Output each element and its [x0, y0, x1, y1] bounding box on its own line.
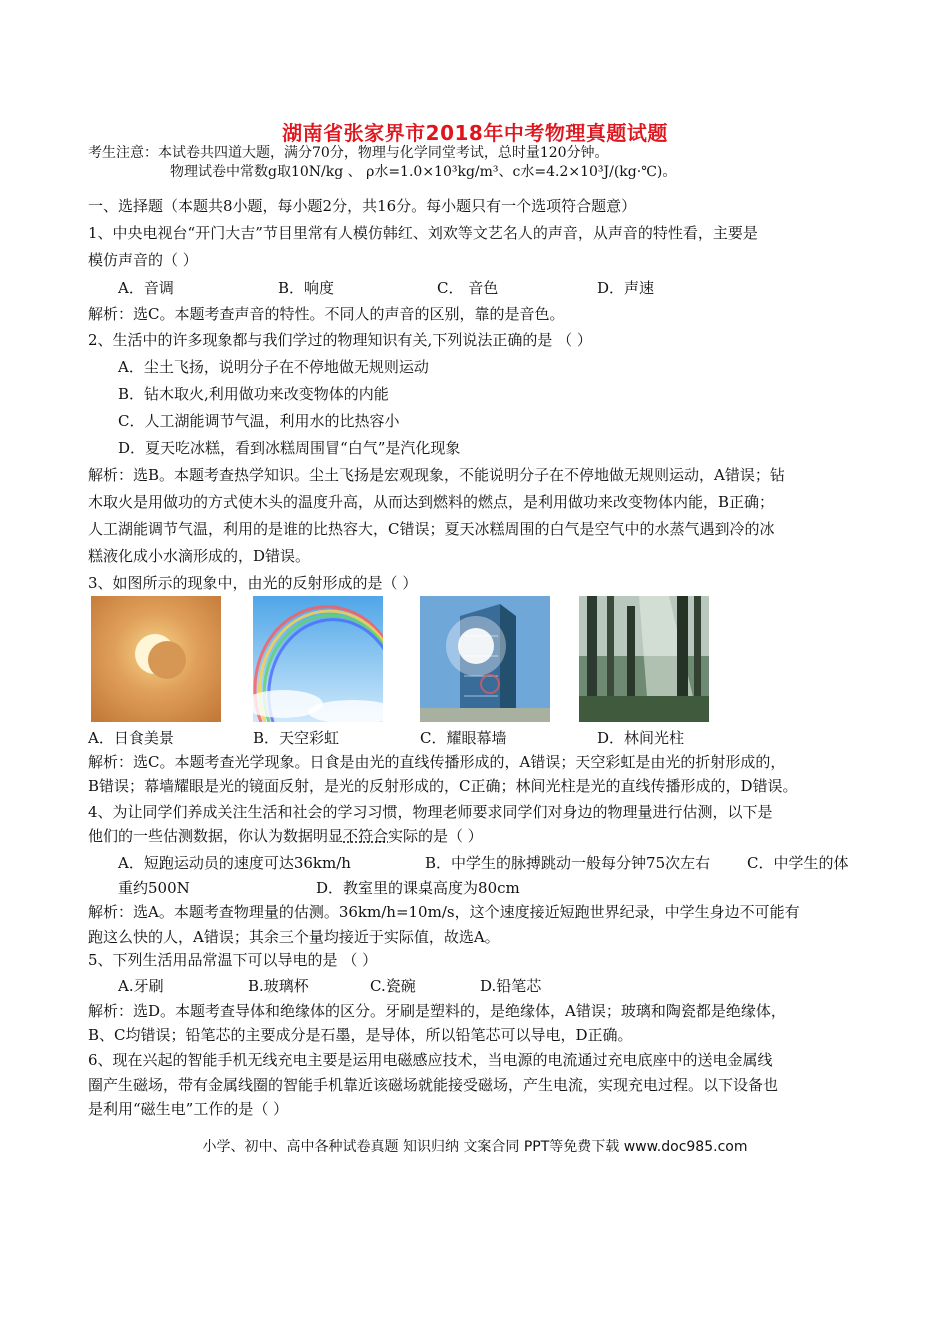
q2-option-d: D．夏天吃冰糕，看到冰糕周围冒“白气”是汽化现象 [118, 439, 461, 457]
page-title: 湖南省张家界市2018年中考物理真题试题 [282, 121, 668, 145]
q3-caption-d: D．林间光柱 [597, 729, 685, 747]
q5-option-b: B.玻璃杯 [248, 977, 309, 995]
q1-stem-line-1: 1、中央电视台“开门大吉”节目里常有人模仿韩红、刘欢等文艺名人的声音，从声音的特性看，主要是 [88, 224, 758, 242]
q4-option-d: D．教室里的课桌高度为80cm [316, 879, 520, 897]
q2-option-a: A．尘土飞扬，说明分子在不停地做无规则运动 [118, 358, 429, 376]
q1-option-b: B．响度 [278, 279, 335, 297]
q4-stem-post: 实际的是（ ） [388, 827, 483, 845]
q4-option-c-part-1: C．中学生的体 [747, 854, 849, 872]
q6-stem-line-3: 是利用“磁生电”工作的是（ ） [88, 1100, 289, 1118]
q5-analysis-line-2: B、C均错误；铅笔芯的主要成分是石墨，是导体，所以铅笔芯可以导电，D正确。 [88, 1026, 633, 1044]
q4-option-b: B．中学生的脉搏跳动一般每分钟75次左右 [425, 854, 711, 872]
q3-stem: 3、如图所示的现象中，由光的反射形成的是（ ） [88, 574, 418, 592]
q4-stem-pre: 他们的一些估测数据，你认为数据明显 [88, 827, 344, 845]
q3-caption-a: A．日食美景 [88, 729, 174, 747]
notice-line-1: 考生注意：本试卷共四道大题，满分70分，物理与化学同堂考试，总时量120分钟。 [88, 145, 609, 161]
q6-stem-line-2: 圈产生磁场，带有金属线圈的智能手机靠近该磁场就能接受磁场，产生电流，实现充电过程。以下设备也 [88, 1076, 779, 1094]
q2-stem: 2、生活中的许多现象都与我们学过的物理知识有关,下列说法正确的是 （ ） [88, 331, 592, 349]
forest-light-beam-image [579, 596, 709, 722]
q1-option-d: D．声速 [597, 279, 655, 297]
q1-option-c: C． 音色 [437, 279, 499, 297]
q4-stem-line-1: 4、为让同学们养成关注生活和社会的学习习惯，物理老师要求同学们对身边的物理量进行估测，以下是 [88, 803, 773, 821]
q4-stem-line-2 [88, 826, 483, 846]
q3-caption-b: B．天空彩虹 [253, 729, 340, 747]
q5-analysis-line-1: 解析：选D。本题考查导体和绝缘体的区分。牙刷是塑料的，是绝缘体，A错误；玻璃和陶瓷都是绝缘体， [88, 1002, 786, 1020]
q3-analysis-line-2: B错误；幕墙耀眼是光的镜面反射，是光的反射形成的，C正确；林间光柱是光的直线传播形成的，D错误。 [88, 777, 798, 795]
q4-analysis-line-1: 解析：选A。本题考查物理量的估测。36km/h=10m/s，这个速度接近短跑世界纪录，中学生身边不可能有 [88, 903, 800, 921]
solar-eclipse-image [91, 596, 221, 722]
q1-analysis: 解析：选C。本题考查声音的特性。不同人的声音的区别，靠的是音色。 [88, 305, 565, 323]
q1-stem-line-2: 模仿声音的（ ） [88, 251, 198, 269]
q4-option-a: A．短跑运动员的速度可达36km/h [118, 854, 351, 872]
q3-analysis-line-1: 解析：选C。本题考查光学现象。日食是由光的直线传播形成的，A错误；天空彩虹是由光的折射形成的， [88, 753, 786, 771]
q2-option-b: B．钻木取火,利用做功来改变物体的内能 [118, 385, 389, 403]
q4-option-c-part-2: 重约500N [118, 879, 190, 897]
glass-curtain-wall-image [420, 596, 550, 722]
q5-stem: 5、下列生活用品常温下可以导电的是 （ ） [88, 951, 378, 969]
q2-analysis-line-4: 糕液化成小水滴形成的，D错误。 [88, 547, 311, 565]
q5-option-c: C.瓷碗 [370, 977, 416, 995]
q5-option-a: A.牙刷 [118, 977, 164, 995]
q6-stem-line-1: 6、现在兴起的智能手机无线充电主要是运用电磁感应技术，当电源的电流通过充电底座中的送电金属线 [88, 1051, 773, 1069]
q1-option-a: A．音调 [118, 279, 174, 297]
q5-option-d: D.铅笔芯 [480, 977, 542, 995]
notice-line-2: 物理试卷中常数g取10N/kg 、 ρ水=1.0×10³kg/m³、c水=4.2×10³J/(kg·℃)。 [170, 164, 677, 180]
section-heading: 一、选择题（本题共8小题，每小题2分，共16分。每小题只有一个选项符合题意） [88, 197, 637, 215]
q3-caption-c: C．耀眼幕墙 [420, 729, 507, 747]
page-footer: 小学、初中、高中各种试卷真题 知识归纳 文案合同 PPT等免费下载 www.doc985.com [202, 1139, 748, 1155]
q4-analysis-line-2: 跑这么快的人，A错误；其余三个量均接近于实际值，故选A。 [88, 928, 500, 946]
rainbow-image [253, 596, 383, 722]
q2-analysis-line-1: 解析：选B。本题考查热学知识。尘土飞扬是宏观现象，不能说明分子在不停地做无规则运动，A错误；钻 [88, 466, 785, 484]
q2-option-c: C．人工湖能调节气温，利用水的比热容小 [118, 412, 400, 430]
q2-analysis-line-2: 木取火是用做功的方式使木头的温度升高，从而达到燃料的燃点，是利用做功来改变物体内能，B正确； [88, 493, 775, 511]
q2-analysis-line-3: 人工湖能调节气温，利用的是谁的比热容大，C错误；夏天冰糕周围的白气是空气中的水蒸气遇到冷的冰 [88, 520, 775, 538]
q4-stem-emphasis: 不符合 [343, 827, 389, 845]
